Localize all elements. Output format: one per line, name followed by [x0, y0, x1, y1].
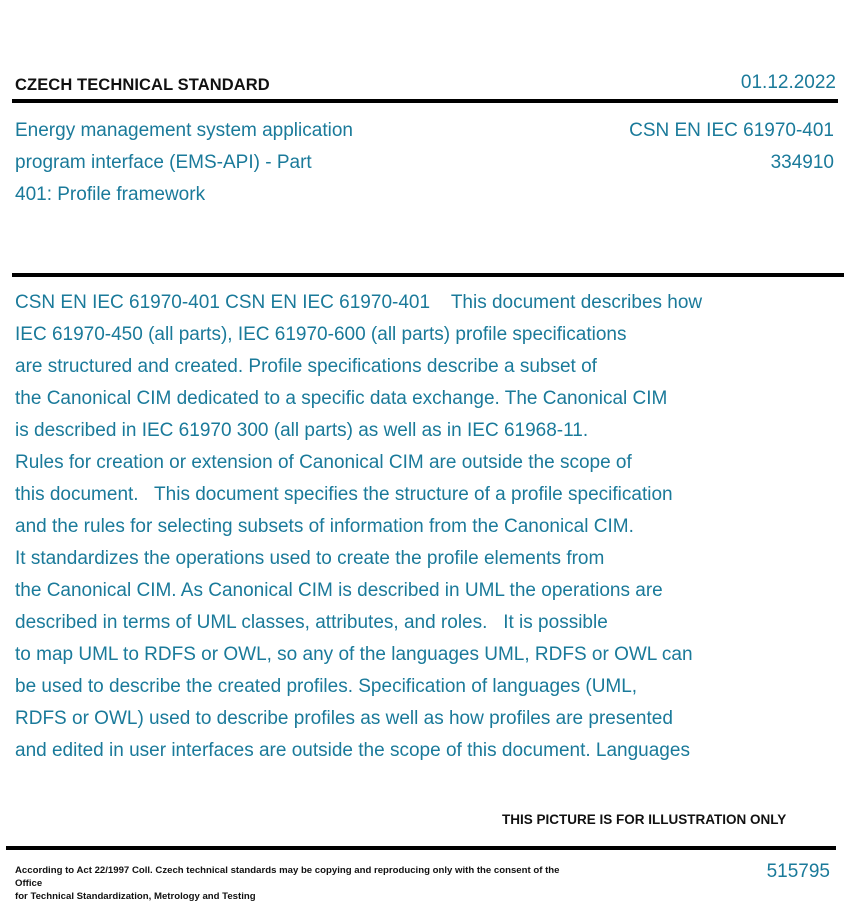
- abstract-line: RDFS or OWL) used to describe profiles as well as how profiles are presented: [15, 708, 673, 729]
- title-line: program interface (EMS-API) - Part: [15, 152, 312, 173]
- document-number: 515795: [766, 861, 830, 882]
- publication-date: 01.12.2022: [740, 72, 836, 93]
- illustration-notice: THIS PICTURE IS FOR ILLUSTRATION ONLY: [502, 812, 787, 827]
- abstract-line: Rules for creation or extension of Canonical CIM are outside the scope of: [15, 452, 632, 473]
- abstract-line: this document. This document specifies the structure of a profile specification: [15, 484, 673, 505]
- legal-notice: [15, 864, 585, 903]
- header-divider: [12, 99, 838, 103]
- title-line: Energy management system application: [15, 120, 353, 141]
- standard-code: CSN EN IEC 61970-401: [629, 120, 834, 141]
- title-divider: [12, 273, 844, 277]
- abstract-line: to map UML to RDFS or OWL, so any of the languages UML, RDFS or OWL can: [15, 644, 693, 665]
- title-line: 401: Profile framework: [15, 184, 206, 205]
- abstract-line: IEC 61970-450 (all parts), IEC 61970-600 (all parts) profile specifications: [15, 324, 627, 345]
- abstract-line: the Canonical CIM dedicated to a specific data exchange. The Canonical CIM: [15, 388, 668, 409]
- classification-number: 334910: [770, 152, 834, 173]
- abstract-line: is described in IEC 61970 300 (all parts) as well as in IEC 61968-11.: [15, 420, 589, 441]
- standard-identifiers: [629, 115, 834, 179]
- legal-line: According to Act 22/1997 Coll. Czech technical standards may be copying and reproducing only with the consent of the Office: [15, 865, 560, 889]
- abstract-line: It standardizes the operations used to create the profile elements from: [15, 548, 605, 569]
- abstract-line: CSN EN IEC 61970-401 CSN EN IEC 61970-401 This document describes how: [15, 292, 703, 313]
- standard-label: CZECH TECHNICAL STANDARD: [15, 76, 270, 94]
- abstract-line: and the rules for selecting subsets of information from the Canonical CIM.: [15, 516, 634, 537]
- document-title: [15, 115, 435, 211]
- abstract-line: are structured and created. Profile specifications describe a subset of: [15, 356, 597, 377]
- abstract-line: be used to describe the created profiles. Specification of languages (UML,: [15, 676, 638, 697]
- abstract-line: and edited in user interfaces are outside the scope of this document. Languages: [15, 740, 690, 761]
- footer-divider: [6, 846, 836, 850]
- abstract-text: [15, 287, 845, 767]
- legal-line: for Technical Standardization, Metrology and Testing: [15, 891, 256, 902]
- abstract-line: described in terms of UML classes, attributes, and roles. It is possible: [15, 612, 608, 633]
- abstract-line: the Canonical CIM. As Canonical CIM is described in UML the operations are: [15, 580, 663, 601]
